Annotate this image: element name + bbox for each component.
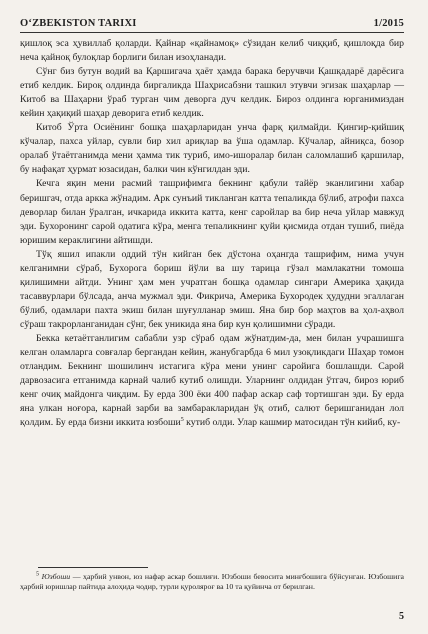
footnote-reference[interactable]: 5 [180, 417, 184, 424]
issue-number: 1/2015 [373, 18, 404, 29]
paragraph: Тўқ яшил ипакли оддий тўн кийган бек дўстона оҳангда ташрифим, нима учун келганимни сўраб, Бухорога бориш йўли ва шу тарица гўзал мамлакатни томоша қилишимни айтди. Унинг ҳам мен учратган бошқа одамлар сингари Америка ҳақида тасаввурлари бўлсада, анча мужмал эди. Фикрича, Америка Бухородек ҳудудни эгаллаган бўлиб, одамлари пахта экиш билан шуғулланар эмиш. Яна бир бор маҳтов ва ҳол-аҳвол сўраш такрорланганидан сўнг, бек уникида яна бир кун қолишимни сўради. [20, 248, 404, 330]
paragraph-text-tail: кутиб олди. Улар кашмир матосидан тўн кийиб, ку- [183, 417, 401, 429]
article-body [20, 37, 404, 430]
footnote [20, 572, 404, 592]
footnote-rule [38, 567, 148, 568]
header-rule [20, 32, 404, 33]
paragraph: Кечга яқин мени расмий ташрифимга бекнинг қабули тайёр эканлигини хабар беришгач, отда аркка жўнадим. Арк сунъий тикланган катта тепаликда бўлиб, атрофи пахса деворлар билан ўралган, ичкарида иккита катта, кенг саройлар ва бир неча уйлар мавжуд эди. Бухоронинг сарой одатига кўра, менга тепаликнинг қуйи қисмида отдан тушиб, пиёда юришим кераклигини айтишди. [20, 178, 404, 246]
paragraph: Сўнг биз бутун водий ва Қаршигача ҳаёт ҳамда барака беручвчи Қашқадарё дарёсига етиб келдик. Бироқ олдинда биргаликда Шаҳрисабзни ташкил этувчи эгизак шаҳарлар — Китоб ва Шаҳарни ўраб турган чим деворга дуч келдик. Бироз олдинга юрганимиздан кейин ҳақиқий шаҳар деворига етиб келдик. [20, 66, 404, 120]
paragraph [20, 332, 404, 430]
paragraph: қишлоқ эса ҳувиллаб қоларди. Қайнар «қайнамоқ» сўзидан келиб чиққиб, қишлоқда бир неча қайноқ булоқлар борлиги билан изоҳланади. [20, 38, 404, 64]
footnote-term: Юзбоши [41, 572, 71, 581]
page-number: 5 [399, 611, 404, 622]
journal-title: O‘ZBEKISTON TARIXI [20, 18, 137, 29]
footnote-text: — ҳарбий унвон, юз нафар аскар бошлиғи. Юзбоши бевосита минғбошига бўйсунган. Юзбошига ҳарбий юришлар пайтида алоҳида чодир, турли қуроляроғ ва 10 та қуйинча от берилган. [20, 572, 405, 591]
paragraph: Китоб Ўрта Осиёнинг бошқа шаҳарларидан унча фарқ қилмайди. Қингир-қийшиқ кўчалар, пахса уйлар, сувли бир хил ариқлар ва ўша одамлар. Кўчалар, айниқса, бозор оралаб ўтаётганимда мени ҳамма тик туриб, имо-ишоралар билан саломлашиб қаршилар, бу нафақат ҳурмат юзасидан, балки чин кўнгилдан эди. [20, 122, 404, 176]
footnote-marker: 5 [36, 571, 39, 578]
running-header [20, 13, 404, 29]
paragraph-text: Бекка кетаётганлигим сабабли узр сўраб одам жўнатдим-да, мен билан учрашишга келган оламларга совғалар бергандан кейин, жанубгарбда 6 мил узоқликдаги Шаҳар томон отландим. Бекнинг шошилинч истагига кўра мени унинг саройига бошлашди. Сарой дарвозасига етганимда карнай чалиб кутиб олишди. Уларнинг олдидан ўтгач, бироз юриб кенг очиқ майдонга чиқдим. Бу ерда 300 ёки 400 пафар аскар саф тортишган эди. Бу ерда яна улкан ноғора, карнай зарби ва замбаракларидан ўқ отиб, салют беришганидан лол қолдим. Бу ерда бизни иккита юзбоши [20, 332, 404, 429]
